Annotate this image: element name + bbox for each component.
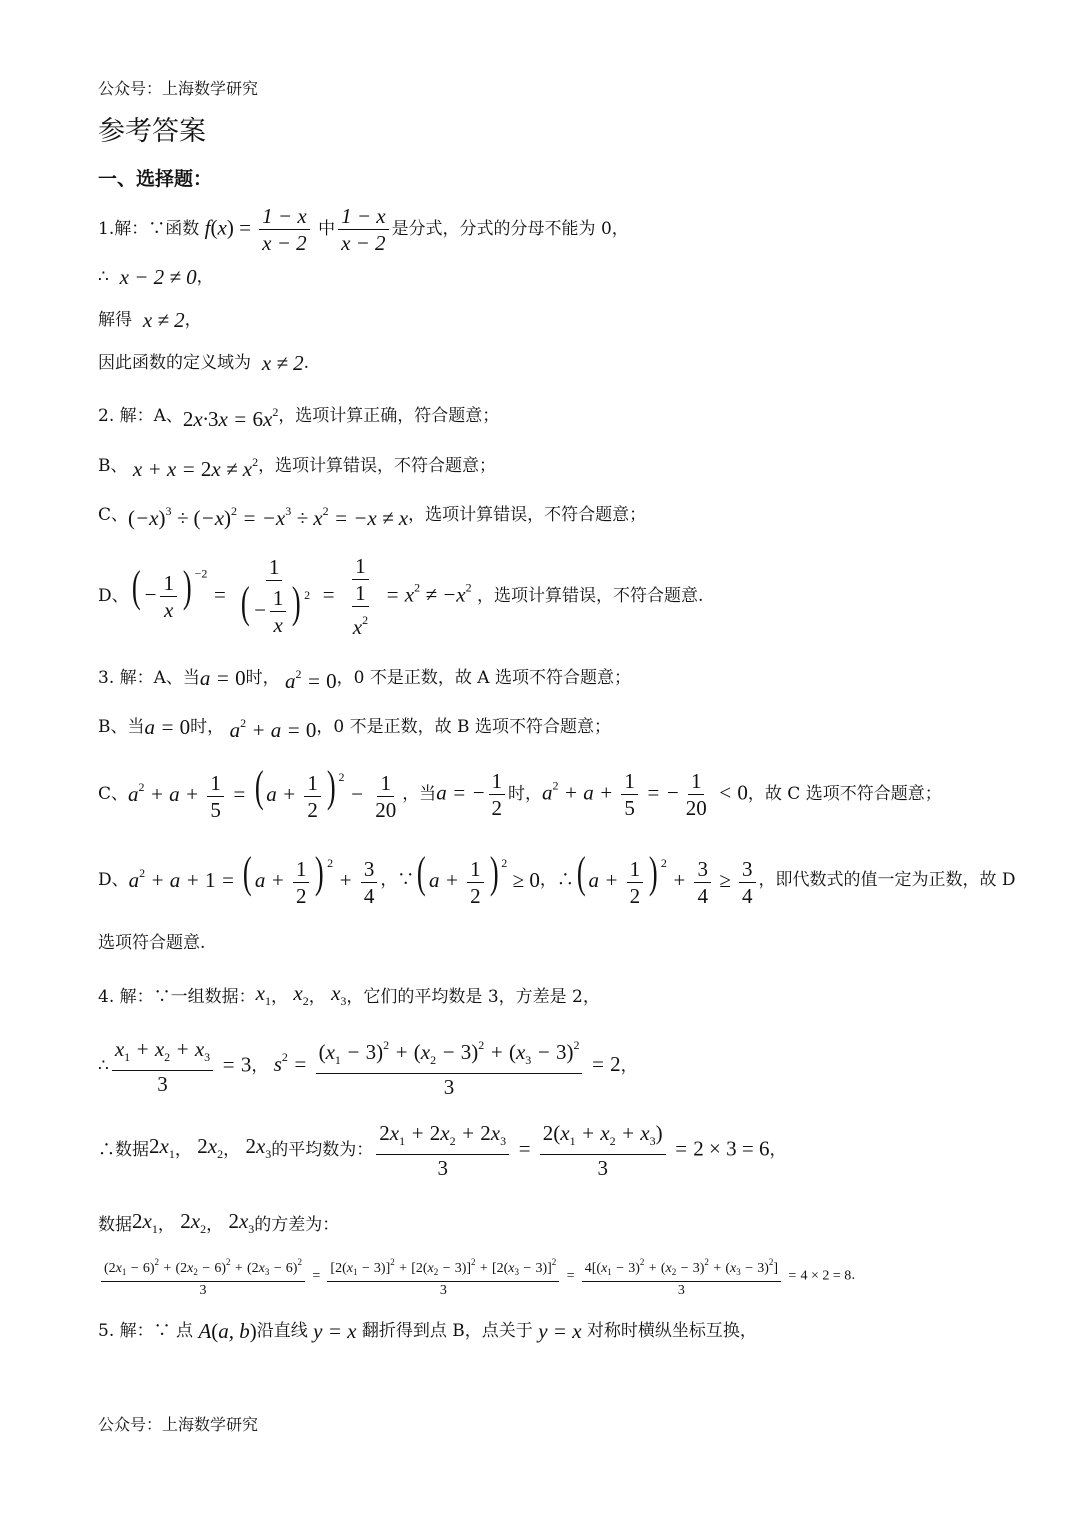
q1-line4: 因此函数的定义域为 x ≠ 2 .: [98, 351, 310, 375]
q1-line2: ∴ x − 2 ≠ 0 ，: [98, 265, 214, 289]
q4-line4: 数据 $2x_1$ ， $2x_2$ ， $2x_3$ 的方差为：: [98, 1209, 340, 1236]
page-footer: 公众号：上海数学研究: [98, 1415, 259, 1434]
section-heading: 一、选择题：: [98, 168, 213, 190]
q4-intro: 4. 解：∵一组数据： $x_1$ ， $x_2$ ， $x_3$ ，它们的平均数是 3，方差是 2，: [98, 981, 600, 1008]
q2-b: B、 $x + x = 2x \ne x^2$ ，选项计算错误，不符合题意；: [98, 455, 497, 481]
q1-line3: 解得 x ≠ 2 ，: [98, 308, 202, 332]
q4-line3: ∴数据 $2x_1$ ， $2x_2$ ， $2x_3$ 的平均数为： $\frac{2x_1 + 2x_2 + 2x_3}{3}$ = $\frac{2(x_1 + x_2 + x_3)}{3}$ = 2 × 3 = 6 ，: [98, 1120, 787, 1180]
q4-line5: $\frac{(2x_1 - 6)^2 + (2x_2 - 6)^2 + (2x_3 - 6)^2}{3}$ = $\frac{[2(x_1 - 3)]^2 + [2(x_2 - 3)]^2 + [2(x_3 - 3)]^2}{3}$ = $\frac{4[(x_1 - 3)^2 + (x_2 - 3)^2 + (x_3 - 3)^2]}{3}$ = 4 × 2 = 8 .: [98, 1252, 855, 1300]
q2-d: D、 ( − $\frac{1}{x}$ ) $^{-2}$ = 1 ( − $\frac{1}{x}$ ) $^2$ = $\frac{1}{\frac{1}{x^2}}$ = $x^2 \ne -x^2$ ，选项计算错误，不符合题意.: [98, 553, 704, 639]
q5-line1: 5. 解：∵ 点 A(a, b) 沿直线 y = x 翻折得到点 B，点关于 y = x 对称时横纵坐标互换，: [98, 1319, 757, 1343]
q3-c: C、 $a^2 + a$ + $\frac{1}{5}$ = ( a + $\frac{1}{2}$ ) $^2$ − $\frac{1}{20}$ ，当 a = − $\frac{1}{2}$ 时， $a^2 + a$ + $\frac{1}{5}$ = − $\frac{1}{20}$ < 0 ，故 C 选项不符合题意；: [98, 762, 942, 822]
q1-line1: 1.解：∵函数 f(x) = $\frac{1 - x}{x - 2}$ 中 $\frac{1 - x}{x - 2}$ 是分式，分式的分母不能为 0，: [98, 203, 629, 255]
q3-d: D、 $a^2 + a + 1$ = ( a + $\frac{1}{2}$ ) $^2$ + $\frac{3}{4}$ ，∵ ( a + $\frac{1}{2}$ ) $^2$ ≥ 0 ，∴ ( a + $\frac{1}{2}$ ) $^2$ + $\frac{3}{4}$ ≥ $\frac{3}{4}$ ，即代数式的值一定为正数，故 D: [98, 848, 1016, 908]
page-header: 公众号：上海数学研究: [98, 79, 259, 98]
q3-a: 3. 解：A、当 a = 0 时， $a^2 = 0$ ，0 不是正数，故 A 选项不符合题意；: [98, 665, 631, 693]
q3-b: B、当 a = 0 时， $a^2 + a = 0$ ，0 不是正数，故 B 选项不符合题意；: [98, 714, 611, 742]
q2-c: C、 $(-x)^3 \div (-x)^2 = -x^3 \div x^2 = -x \ne x$ ，选项计算错误，不符合题意；: [98, 504, 647, 530]
page-title: 参考答案: [98, 116, 206, 147]
q4-line2: ∴ $\frac{x_1 + x_2 + x_3}{3}$ = 3 ， $s^2$ = $\frac{(x_1 - 3)^2 + (x_2 - 3)^2 + (x_3 - 3)^2}{3}$ = 2 ，: [98, 1038, 638, 1094]
q3-d-cont: 选项符合题意.: [98, 933, 206, 953]
q2-a: 2. 解：A、 $2x\cdot 3x = 6x^2$ ，选项计算正确，符合题意；: [98, 405, 500, 431]
